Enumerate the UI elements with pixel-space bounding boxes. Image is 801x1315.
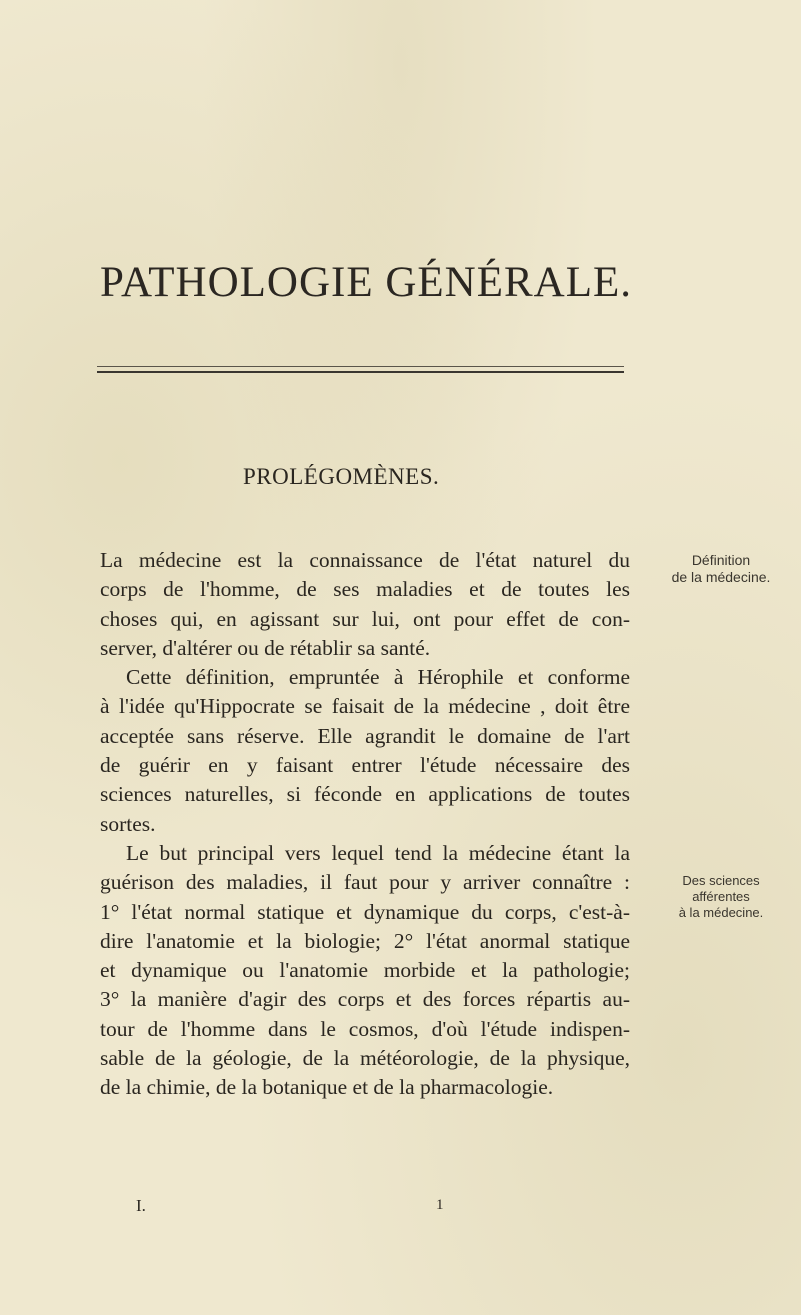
text-line: tour de l'homme dans le cosmos, d'où l'étude indispen- — [100, 1016, 630, 1041]
text-line: sortes. — [100, 811, 156, 836]
text-line: sable de la géologie, de la météorologie, de la physique, — [100, 1046, 630, 1071]
text-line: 3° la manière d'agir des corps et des forces répartis au- — [100, 987, 630, 1012]
margin-note-definition — [646, 552, 796, 586]
margin-note-line: Des sciences — [682, 873, 760, 888]
text-line: de guérir en y faisant entrer l'étude nécessaire des — [100, 753, 630, 778]
text-line: Cette définition, empruntée à Hérophile et conforme — [126, 665, 630, 690]
margin-note-sciences — [646, 873, 796, 921]
text-line: acceptée sans réserve. Elle agrandit le domaine de l'art — [100, 723, 630, 748]
margin-note-line: Définition — [691, 552, 751, 568]
signature-mark: I. — [136, 1196, 146, 1215]
rule-top — [97, 366, 624, 367]
text-line: à l'idée qu'Hippocrate se faisait de la médecine , doit être — [100, 694, 630, 719]
text-line: guérison des maladies, il faut pour y arriver connaître : — [100, 870, 630, 895]
section-title: PROLÉGOMÈNES. — [243, 464, 440, 489]
body-text — [100, 546, 630, 1103]
text-line: corps de l'homme, de ses maladies et de toutes les — [100, 577, 630, 602]
margin-note-line: de la médecine. — [671, 569, 771, 585]
text-line: dire l'anatomie et la biologie; 2° l'état anormal statique — [100, 928, 630, 953]
margin-note-line: afférentes — [692, 889, 750, 904]
text-line: Le but principal vers lequel tend la médecine étant la — [126, 840, 630, 865]
text-line: server, d'altérer ou de rétablir sa santé. — [100, 635, 431, 660]
margin-note-line: à la médecine. — [678, 905, 764, 920]
text-line: La médecine est la connaissance de l'état naturel du — [100, 548, 630, 572]
text-line: sciences naturelles, si féconde en applications de toutes — [100, 782, 630, 807]
page-number: 1 — [436, 1197, 444, 1213]
rule-bottom — [97, 371, 624, 373]
text-line: de la chimie, de la botanique et de la pharmacologie. — [100, 1075, 554, 1100]
text-line: choses qui, en agissant sur lui, ont pour effet de con- — [100, 606, 630, 631]
main-title: PATHOLOGIE GÉNÉRALE. — [100, 259, 632, 306]
text-line: et dynamique ou l'anatomie morbide et la pathologie; — [100, 958, 630, 983]
text-line: 1° l'état normal statique et dynamique du corps, c'est-à- — [100, 899, 630, 924]
